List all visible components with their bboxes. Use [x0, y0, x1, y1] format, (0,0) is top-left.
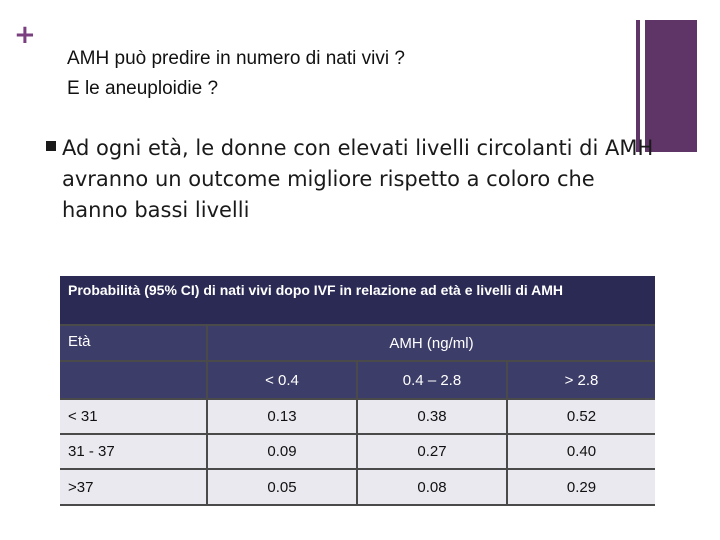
table-caption: Probabilità (95% CI) di nati vivi dopo IVF in relazione ad età e livelli di AMH: [60, 276, 655, 324]
subheader-cell-empty: [60, 362, 206, 398]
table-subheader-row: [60, 362, 655, 398]
amh-header: AMH (ng/ml): [208, 326, 655, 360]
value-cell: 0.29: [508, 470, 655, 504]
value-cell: 0.40: [508, 435, 655, 468]
age-cell: < 31: [60, 400, 206, 433]
value-cell: 0.05: [208, 470, 356, 504]
table-row: [60, 435, 655, 468]
table-row: [60, 400, 655, 433]
value-cell: 0.09: [208, 435, 356, 468]
age-cell: >37: [60, 470, 206, 504]
slide-title: [67, 44, 405, 104]
value-cell: 0.08: [358, 470, 506, 504]
value-cell: 0.27: [358, 435, 506, 468]
subheader-high: > 2.8: [508, 362, 655, 398]
value-cell: 0.13: [208, 400, 356, 433]
plus-icon: +: [14, 20, 36, 50]
bullet-text: Ad ogni età, le donne con elevati livelli circolanti di AMH avranno un outcome migliore rispetto a coloro che hanno bassi livelli: [62, 136, 654, 222]
title-line-2: E le aneuploidie ?: [67, 78, 219, 99]
table-row: [60, 470, 655, 504]
title-line-1: AMH può predire in numero di nati vivi ?: [67, 48, 405, 69]
subheader-mid: 0.4 – 2.8: [358, 362, 506, 398]
age-cell: 31 - 37: [60, 435, 206, 468]
value-cell: 0.38: [358, 400, 506, 433]
bullet-square-icon: [46, 141, 56, 151]
table-header-row: [60, 326, 655, 360]
amh-table: [60, 276, 655, 506]
age-header: Età: [60, 326, 206, 360]
subheader-low: < 0.4: [208, 362, 356, 398]
value-cell: 0.52: [508, 400, 655, 433]
bullet-point: [46, 133, 666, 226]
